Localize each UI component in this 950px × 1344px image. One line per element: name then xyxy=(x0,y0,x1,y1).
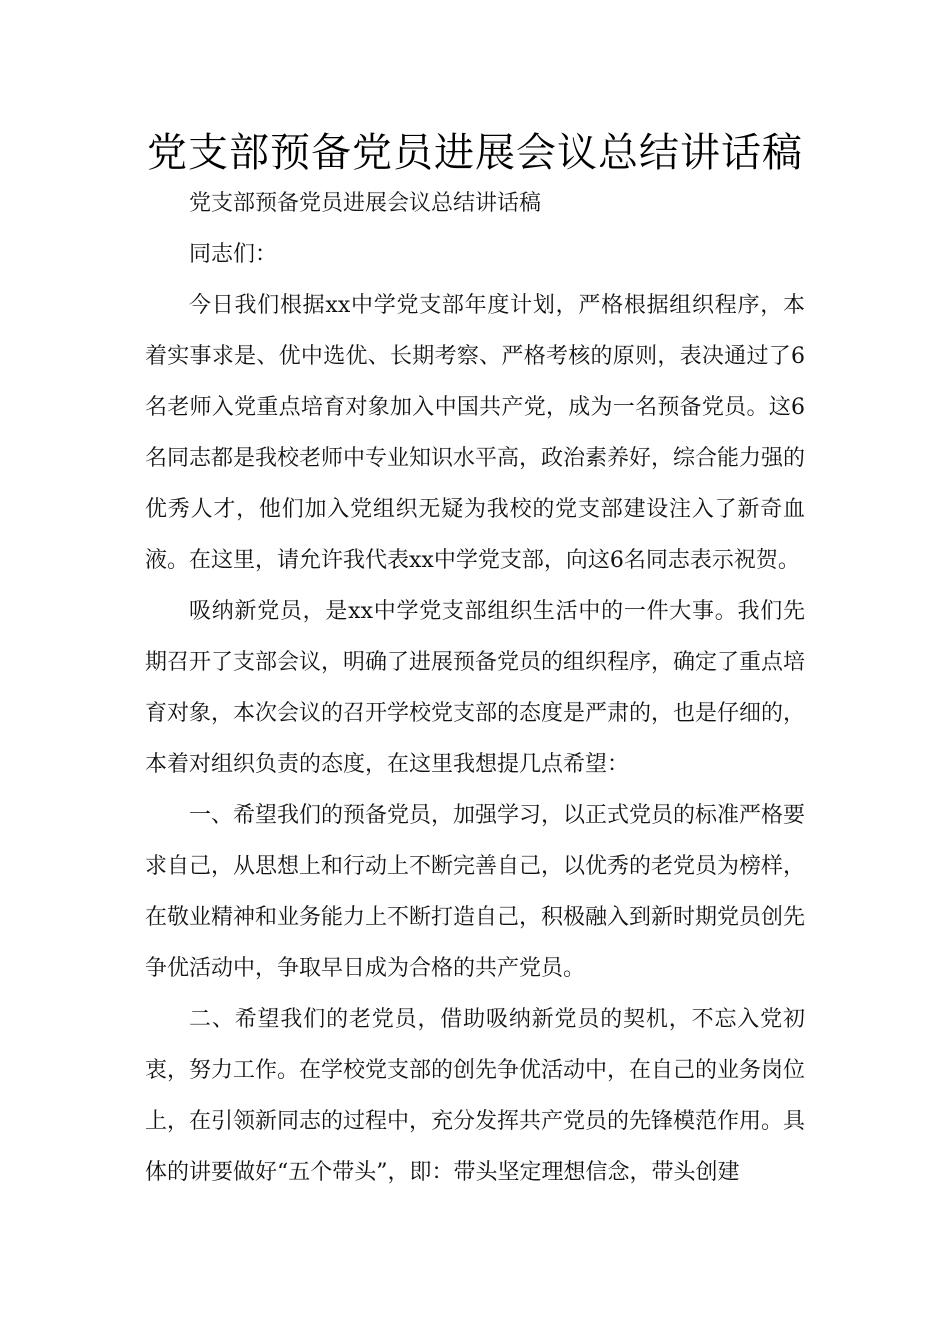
body-paragraph: 二、希望我们的老党员，借助吸纳新党员的契机，不忘入党初衷，努力工作。在学校党支部的创先争优活动中，在自己的业务岗位上，在引领新同志的过程中，充分发挥共产党员的先锋模范作用。具体的讲要做好“五个带头”，即：带头坚定理想信念，带头创建 xyxy=(145,1007,806,1185)
body-paragraph: 吸纳新党员，是xx中学党支部组织生活中的一件大事。我们先期召开了支部会议，明确了进展预备党员的组织程序，确定了重点培育对象，本次会议的召开学校党支部的态度是严肃的，也是仔细的，本着对组织负责的态度，在这里我想提几点希望： xyxy=(145,599,806,777)
body-paragraph: 今日我们根据xx中学党支部年度计划，严格根据组织程序，本着实事求是、优中选优、长期考察、严格考核的原则，表决通过了6名老师入党重点培育对象加入中国共产党，成为一名预备党员。这6名同志都是我校老师中专业知识水平高，政治素养好，综合能力强的优秀人才，他们加入党组织无疑为我校的党支部建设注入了新奇血液。在这里，请允许我代表xx中学党支部，向这6名同志表示祝贺。 xyxy=(145,293,806,573)
salutation-paragraph: 同志们： xyxy=(189,242,278,267)
document-title: 党支部预备党员进展会议总结讲话稿 xyxy=(147,130,803,176)
document-body xyxy=(145,178,805,1198)
body-paragraph: 一、希望我们的预备党员，加强学习，以正式党员的标准严格要求自己，从思想上和行动上不断完善自己，以优秀的老党员为榜样，在敬业精神和业务能力上不断打造自己，积极融入到新时期党员创先争优活动中，争取早日成为合格的共产党员。 xyxy=(145,803,806,981)
subtitle-paragraph: 党支部预备党员进展会议总结讲话稿 xyxy=(189,191,542,216)
